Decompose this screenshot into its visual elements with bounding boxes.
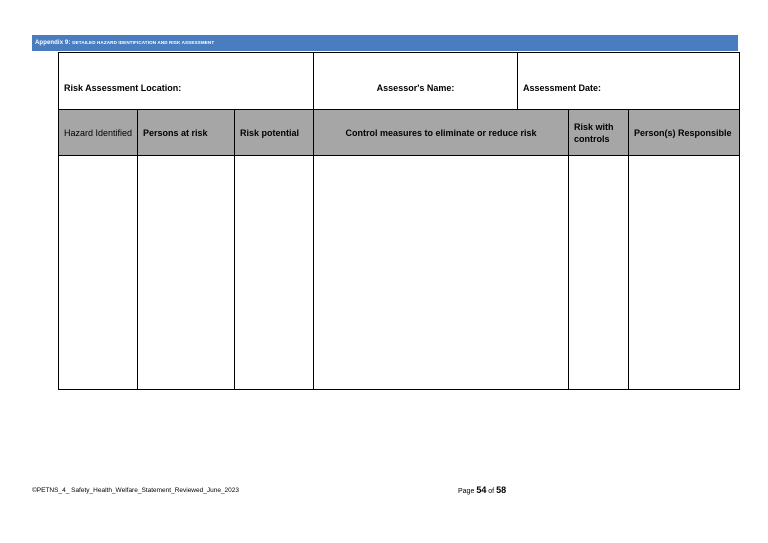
column-header-row bbox=[59, 110, 740, 156]
location-label: Risk Assessment Location: bbox=[64, 82, 182, 93]
banner-prefix: Appendix 9: bbox=[35, 40, 73, 46]
col-persons-label: Persons at risk bbox=[143, 127, 208, 138]
col-risk-with-controls bbox=[569, 110, 629, 156]
col-persons-responsible bbox=[629, 110, 740, 156]
col-risk-potential-label: Risk potential bbox=[240, 127, 300, 138]
location-field[interactable] bbox=[59, 53, 314, 110]
risk-assessment-table bbox=[58, 52, 740, 390]
risk-potential-cell[interactable] bbox=[235, 156, 314, 390]
col-hazard-label: Hazard Identified bbox=[64, 127, 133, 138]
section-banner bbox=[32, 35, 738, 51]
col-risk-controls-label: Risk with controls bbox=[574, 121, 614, 144]
assessor-label: Assessor's Name: bbox=[376, 82, 455, 93]
page-num: 54 bbox=[476, 485, 487, 495]
date-field[interactable] bbox=[518, 53, 740, 110]
risk-with-controls-cell[interactable] bbox=[569, 156, 629, 390]
page-word: Page bbox=[458, 488, 475, 495]
footer-page-number bbox=[458, 485, 506, 495]
persons-cell[interactable] bbox=[138, 156, 235, 390]
hazard-cell[interactable] bbox=[59, 156, 138, 390]
total-pages: 58 bbox=[496, 485, 507, 495]
col-control-measures bbox=[314, 110, 569, 156]
col-responsible-label: Person(s) Responsible bbox=[634, 127, 732, 138]
table-row bbox=[59, 156, 740, 390]
col-hazard-identified bbox=[59, 110, 138, 156]
responsible-cell[interactable] bbox=[629, 156, 740, 390]
control-measures-cell[interactable] bbox=[314, 156, 569, 390]
footer-doc-ref: ©PETNS_4_ Safety_Health_Welfare_Statement_Reviewed_June_2023 bbox=[32, 487, 240, 494]
col-persons-at-risk bbox=[138, 110, 235, 156]
assessor-field[interactable] bbox=[314, 53, 518, 110]
date-label: Assessment Date: bbox=[523, 82, 602, 93]
banner-title: DETAILED HAZARD IDENTIFICATION AND RISK ASSESSMENT bbox=[72, 40, 215, 45]
col-risk-potential bbox=[235, 110, 314, 156]
assessment-info-row bbox=[59, 53, 740, 110]
col-control-label: Control measures to eliminate or reduce risk bbox=[345, 127, 537, 138]
of-word: of bbox=[488, 488, 495, 495]
